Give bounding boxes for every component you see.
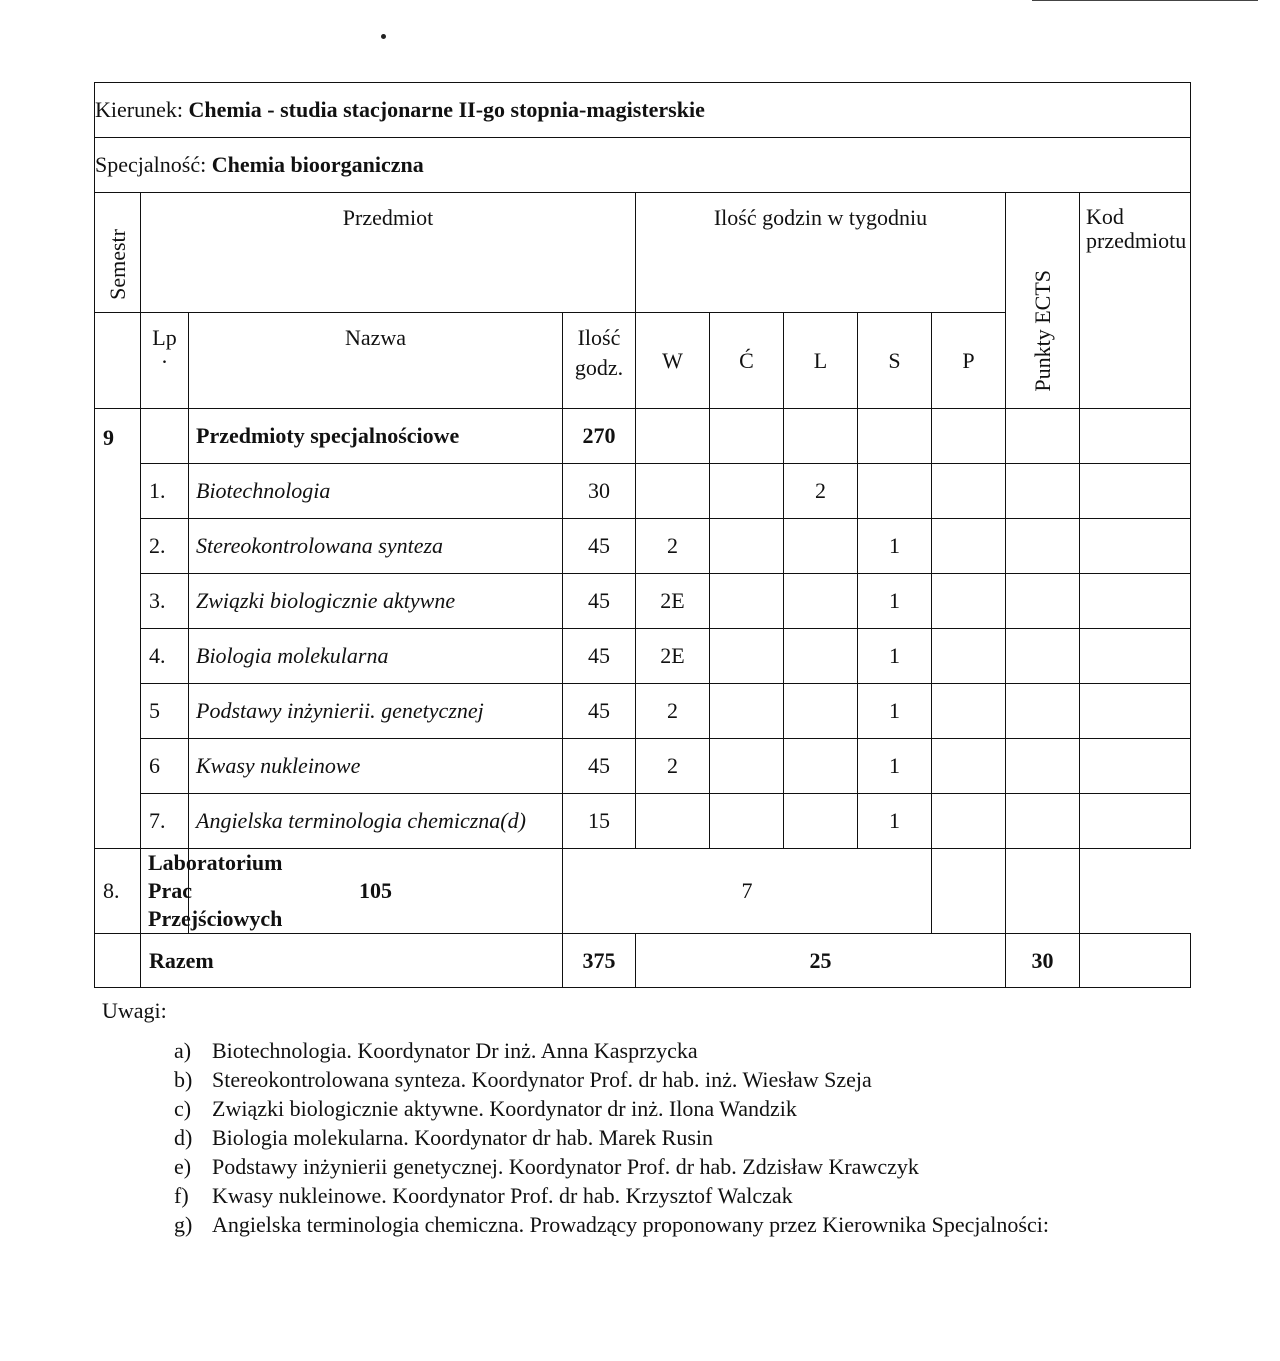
nazwa-header: Nazwa bbox=[189, 313, 563, 409]
note-marker: f) bbox=[174, 1183, 189, 1208]
row-c-hours bbox=[710, 629, 784, 684]
note-text: Kwasy nukleinowe. Koordynator Prof. dr hab. Krzysztof Walczak bbox=[212, 1183, 793, 1208]
row-p-hours bbox=[932, 464, 1006, 519]
note-text: Angielska terminologia chemiczna. Prowadzący proponowany przez Kierownika Specjalności: bbox=[212, 1212, 1049, 1237]
row-lp: 5 bbox=[141, 684, 189, 739]
lab-hours: 105 bbox=[189, 849, 563, 934]
row-l-hours: 2 bbox=[784, 464, 858, 519]
table-row bbox=[95, 739, 1191, 794]
note-item bbox=[174, 1210, 1049, 1239]
row-c-hours bbox=[710, 574, 784, 629]
row-l-hours bbox=[784, 629, 858, 684]
row-w-hours bbox=[636, 464, 710, 519]
row-name: Biologia molekularna bbox=[189, 629, 563, 684]
row-name: Związki biologicznie aktywne bbox=[189, 574, 563, 629]
total-row bbox=[95, 934, 1191, 988]
table-row bbox=[95, 519, 1191, 574]
total-hours: 375 bbox=[563, 934, 636, 988]
row-hours: 45 bbox=[563, 739, 636, 794]
group-row bbox=[95, 409, 1191, 464]
row-name: Podstawy inżynierii. genetycznej bbox=[189, 684, 563, 739]
row-c-hours bbox=[710, 519, 784, 574]
row-ects bbox=[1006, 684, 1080, 739]
row-w-hours: 2 bbox=[636, 684, 710, 739]
note-item bbox=[174, 1181, 1049, 1210]
lab-name: Laboratorium Prac Przejściowych bbox=[141, 849, 189, 934]
row-s-hours: 1 bbox=[858, 629, 932, 684]
row-w-hours: 2E bbox=[636, 629, 710, 684]
row-s-hours: 1 bbox=[858, 574, 932, 629]
specjalnosc-row bbox=[95, 138, 1191, 193]
note-text: Biologia molekularna. Koordynator dr hab. Marek Rusin bbox=[212, 1125, 714, 1150]
row-name: Kwasy nukleinowe bbox=[189, 739, 563, 794]
semestr-header: Semestr bbox=[95, 193, 141, 313]
row-l-hours bbox=[784, 684, 858, 739]
row-hours: 45 bbox=[563, 519, 636, 574]
row-lp: 6 bbox=[141, 739, 189, 794]
przedmiot-header: Przedmiot bbox=[141, 193, 636, 313]
row-c-hours bbox=[710, 794, 784, 849]
scan-edge-line bbox=[1032, 0, 1258, 1]
lab-lp: 8. bbox=[95, 849, 141, 934]
note-text: Podstawy inżynierii genetycznej. Koordynator Prof. dr hab. Zdzisław Krawczyk bbox=[212, 1154, 919, 1179]
group-name: Przedmioty specjalnościowe bbox=[189, 409, 563, 464]
note-marker: d) bbox=[174, 1125, 193, 1150]
lab-row bbox=[95, 849, 1191, 934]
row-hours: 45 bbox=[563, 574, 636, 629]
semestr-value: 9 bbox=[95, 409, 141, 849]
row-p-hours bbox=[932, 519, 1006, 574]
row-p-hours bbox=[932, 684, 1006, 739]
row-l-hours bbox=[784, 574, 858, 629]
note-item bbox=[174, 1123, 1049, 1152]
note-marker: c) bbox=[174, 1096, 192, 1121]
c-header: Ć bbox=[710, 313, 784, 409]
row-s-hours bbox=[858, 464, 932, 519]
row-ects bbox=[1006, 519, 1080, 574]
column-header-row-1 bbox=[95, 193, 1191, 313]
row-s-hours: 1 bbox=[858, 519, 932, 574]
row-ects bbox=[1006, 794, 1080, 849]
row-ects bbox=[1006, 574, 1080, 629]
row-p-hours bbox=[932, 629, 1006, 684]
godziny-header: Ilość godzin w tygodniu bbox=[636, 193, 1006, 313]
group-lp-cell bbox=[141, 409, 189, 464]
kod-header: Kod przedmiotu bbox=[1080, 193, 1191, 409]
note-marker: a) bbox=[174, 1038, 192, 1063]
semestr-empty-cell bbox=[95, 313, 141, 409]
ects-header: Punkty ECTS bbox=[1006, 193, 1080, 409]
row-p-hours bbox=[932, 794, 1006, 849]
note-item bbox=[174, 1036, 1049, 1065]
note-text: Biotechnologia. Koordynator Dr inż. Anna Kasprzycka bbox=[212, 1038, 698, 1063]
row-hours: 45 bbox=[563, 684, 636, 739]
row-kod bbox=[1080, 574, 1191, 629]
study-plan-table bbox=[94, 82, 1191, 988]
notes-list bbox=[102, 1036, 1049, 1239]
row-hours: 15 bbox=[563, 794, 636, 849]
specjalnosc-value: Chemia bioorganiczna bbox=[211, 152, 424, 177]
row-name: Stereokontrolowana synteza bbox=[189, 519, 563, 574]
note-text: Związki biologicznie aktywne. Koordynator dr inż. Ilona Wandzik bbox=[212, 1096, 797, 1121]
row-w-hours bbox=[636, 794, 710, 849]
row-lp: 3. bbox=[141, 574, 189, 629]
row-c-hours bbox=[710, 464, 784, 519]
note-item bbox=[174, 1065, 1049, 1094]
note-marker: g) bbox=[174, 1212, 193, 1237]
row-lp: 2. bbox=[141, 519, 189, 574]
table-row bbox=[95, 684, 1191, 739]
total-label: Razem bbox=[141, 934, 563, 988]
row-kod bbox=[1080, 519, 1191, 574]
row-w-hours: 2 bbox=[636, 519, 710, 574]
row-kod bbox=[1080, 794, 1191, 849]
total-ects: 30 bbox=[1006, 934, 1080, 988]
row-kod bbox=[1080, 464, 1191, 519]
kierunek-label: Kierunek: bbox=[95, 97, 183, 122]
row-l-hours bbox=[784, 794, 858, 849]
row-l-hours bbox=[784, 519, 858, 574]
group-hours: 270 bbox=[563, 409, 636, 464]
table-row bbox=[95, 464, 1191, 519]
lp-header: Lp . bbox=[141, 313, 189, 409]
row-hours: 45 bbox=[563, 629, 636, 684]
row-s-hours: 1 bbox=[858, 739, 932, 794]
row-s-hours: 1 bbox=[858, 794, 932, 849]
row-ects bbox=[1006, 629, 1080, 684]
row-l-hours bbox=[784, 739, 858, 794]
kierunek-value: Chemia - studia stacjonarne II-go stopnia-magisterskie bbox=[188, 97, 705, 122]
notes-section bbox=[102, 998, 1049, 1239]
note-marker: b) bbox=[174, 1067, 193, 1092]
row-kod bbox=[1080, 629, 1191, 684]
row-p-hours bbox=[932, 739, 1006, 794]
row-name: Biotechnologia bbox=[189, 464, 563, 519]
p-header: P bbox=[932, 313, 1006, 409]
note-text: Stereokontrolowana synteza. Koordynator Prof. dr hab. inż. Wiesław Szeja bbox=[212, 1067, 872, 1092]
kierunek-cell bbox=[95, 83, 1191, 138]
specjalnosc-label: Specjalność: bbox=[95, 152, 207, 177]
table-row bbox=[95, 574, 1191, 629]
row-kod bbox=[1080, 684, 1191, 739]
row-lp: 1. bbox=[141, 464, 189, 519]
w-header: W bbox=[636, 313, 710, 409]
scan-dot bbox=[381, 34, 386, 39]
note-item bbox=[174, 1094, 1049, 1123]
l-header: L bbox=[784, 313, 858, 409]
row-lp: 7. bbox=[141, 794, 189, 849]
s-header: S bbox=[858, 313, 932, 409]
row-c-hours bbox=[710, 739, 784, 794]
row-kod bbox=[1080, 739, 1191, 794]
row-ects bbox=[1006, 739, 1080, 794]
note-marker: e) bbox=[174, 1154, 192, 1179]
row-s-hours: 1 bbox=[858, 684, 932, 739]
row-ects bbox=[1006, 464, 1080, 519]
ilosc-header: Ilość godz. bbox=[563, 313, 636, 409]
total-weekly: 25 bbox=[636, 934, 1006, 988]
table-row bbox=[95, 794, 1191, 849]
row-c-hours bbox=[710, 684, 784, 739]
row-w-hours: 2E bbox=[636, 574, 710, 629]
row-name: Angielska terminologia chemiczna(d) bbox=[189, 794, 563, 849]
table-row bbox=[95, 629, 1191, 684]
row-p-hours bbox=[932, 574, 1006, 629]
lab-weekly: 7 bbox=[563, 849, 932, 934]
notes-title: Uwagi: bbox=[102, 998, 167, 1023]
note-item bbox=[174, 1152, 1049, 1181]
kierunek-row bbox=[95, 83, 1191, 138]
row-hours: 30 bbox=[563, 464, 636, 519]
row-lp: 4. bbox=[141, 629, 189, 684]
specjalnosc-cell bbox=[95, 138, 1191, 193]
row-w-hours: 2 bbox=[636, 739, 710, 794]
